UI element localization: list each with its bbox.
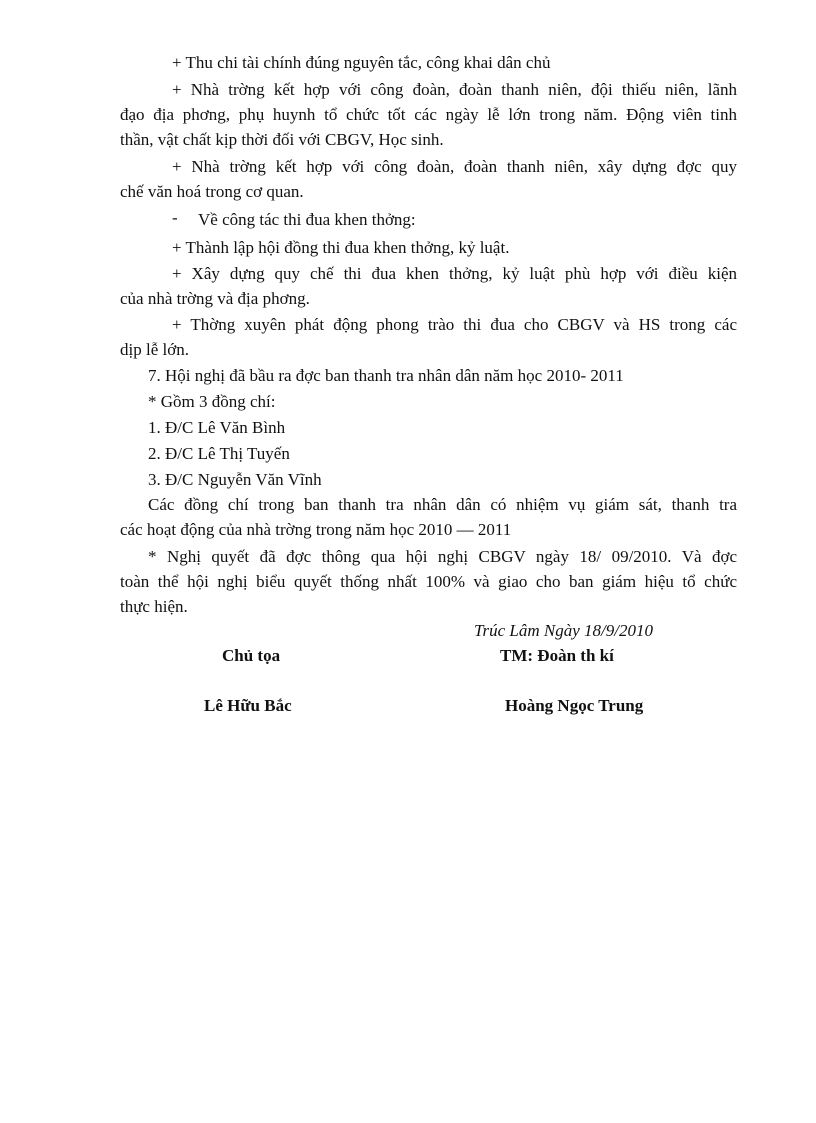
paragraph-line: đạo địa phơng, phụ huynh tổ chức tốt các ngày lễ lớn trong năm. Động viên tinh [120,105,737,124]
paragraph-line: thực hiện. [120,597,188,616]
paragraph-line: toàn thể hội nghị biểu quyết thống nhất 100% và giao cho ban giám hiệu tổ chức [120,572,737,591]
paragraph-line: của nhà trờng và địa phơng. [120,289,310,308]
member-item: 3. Đ/C Nguyễn Văn Vĩnh [148,470,322,489]
paragraph-line: 7. Hội nghị đã bầu ra đợc ban thanh tra nhân dân năm học 2010- 2011 [148,366,624,385]
paragraph-line: dịp lễ lớn. [120,340,189,359]
chair-name: Lê Hữu Bắc [204,696,292,715]
paragraph-line: + Thành lập hội đồng thi đua khen thởng, kỷ luật. [172,238,510,257]
paragraph-line: + Xây dựng quy chế thi đua khen thởng, kỷ luật phù hợp với điều kiện [172,264,737,283]
member-item: 2. Đ/C Lê Thị Tuyến [148,444,290,463]
paragraph-line: + Thu chi tài chính đúng nguyên tắc, công khai dân chủ [172,53,551,72]
paragraph-line: thần, vật chất kịp thời đối với CBGV, Học sinh. [120,130,444,149]
paragraph-line: + Nhà trờng kết hợp với công đoàn, đoàn thanh niên, xây dựng đợc quy [172,157,737,176]
member-item: 1. Đ/C Lê Văn Bình [148,418,286,437]
paragraph-line: + Nhà trờng kết hợp với công đoàn, đoàn thanh niên, đội thiếu niên, lãnh [172,80,737,99]
paragraph-line: * Nghị quyết đã đợc thông qua hội nghị CBGV ngày 18/ 09/2010. Và đợc [148,547,737,566]
paragraph-line: Các đồng chí trong ban thanh tra nhân dân có nhiệm vụ giám sát, thanh tra [148,495,737,514]
paragraph-line: * Gồm 3 đồng chí: [148,392,276,411]
section-heading: Về công tác thi đua khen thởng: [198,210,416,229]
chair-title: Chủ tọa [222,646,281,665]
paragraph-line: các hoạt động của nhà trờng trong năm học 2010 — 2011 [120,520,512,539]
list-dash: - [172,208,178,227]
secretary-title: TM: Đoàn th kí [500,646,614,665]
paragraph-line: + Thờng xuyên phát động phong trào thi đua cho CBGV và HS trong các [172,315,737,334]
paragraph-line: chế văn hoá trong cơ quan. [120,182,304,201]
place-date: Trúc Lâm Ngày 18/9/2010 [474,621,653,640]
secretary-name: Hoàng Ngọc Trung [505,696,644,715]
